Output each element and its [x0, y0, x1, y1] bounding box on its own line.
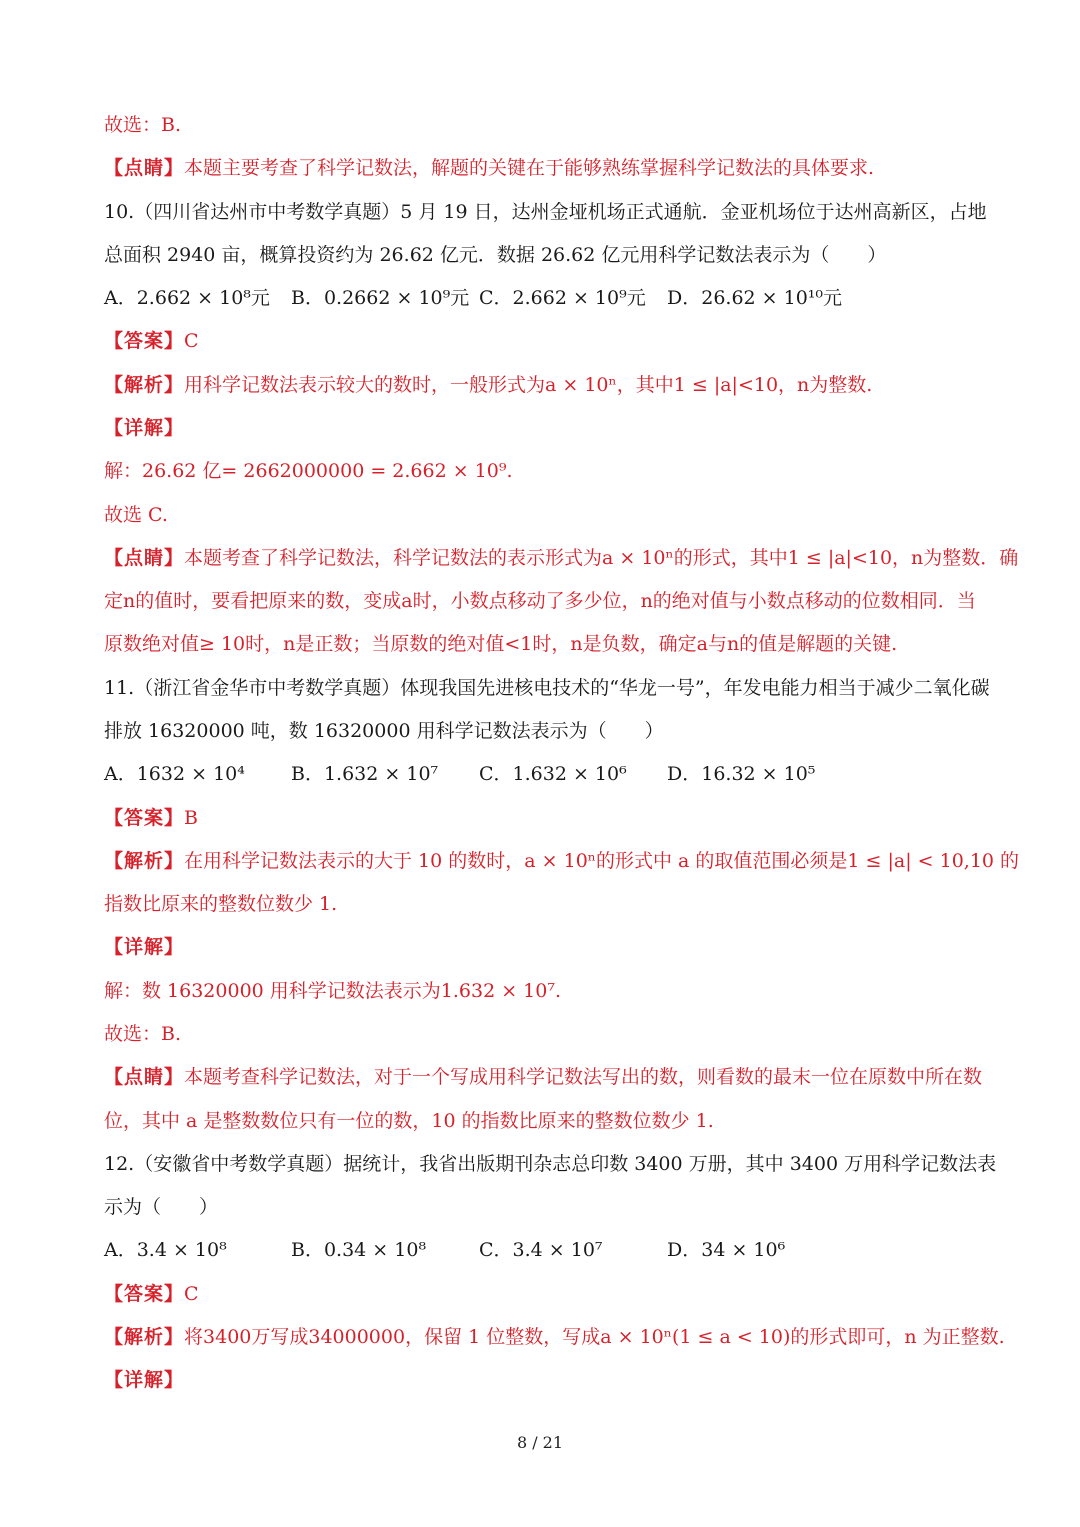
q12-option-c: C．3.4 × 10⁷: [479, 1239, 603, 1261]
line-text: 解：26.62 亿= 2662000000 = 2.662 × 10⁹.: [104, 460, 513, 482]
line-text: 原数绝对值≥ 10时，n是正数；当原数的绝对值<1时，n是负数，确定a与n的值是解题的关键.: [104, 633, 898, 655]
q10-option-a: A．2.662 × 10⁸元: [104, 287, 270, 309]
line-l10: [104, 502, 168, 528]
line-text: 故选 C.: [104, 504, 168, 526]
q11-option-d: D．16.32 × 10⁵: [667, 763, 816, 785]
line-l22: [104, 1021, 181, 1047]
section-tag: 【答案】: [104, 1283, 185, 1305]
line-l23: [104, 1064, 982, 1090]
section-tag: 【详解】: [104, 936, 185, 958]
line-text: 本题主要考查了科学记数法，解题的关键在于能够熟练掌握科学记数法的具体要求.: [184, 157, 875, 179]
line-l14: [104, 675, 990, 701]
section-tag: 【答案】: [104, 330, 185, 352]
q12-option-b: B．0.34 × 10⁸: [291, 1239, 427, 1261]
line-l20: [104, 934, 184, 960]
line-text: 指数比原来的整数位数少 1.: [104, 893, 338, 915]
line-text: 11.（浙江省金华市中考数学真题）体现我国先进核电技术的“华龙一号”，年发电能力相当于减少二氧化碳: [104, 677, 990, 699]
q10-option-b: B．0.2662 × 10⁹元: [291, 287, 470, 309]
line-l06: [104, 328, 199, 354]
line-l08: [104, 415, 184, 441]
q12-option-d: D．34 × 10⁶: [667, 1239, 786, 1261]
page-number: 8 / 21: [516, 1433, 564, 1452]
q10-option-d: D．26.62 × 10¹⁰元: [667, 287, 843, 309]
line-l19: [104, 891, 337, 917]
q10-option-c: C．2.662 × 10⁹元: [479, 287, 646, 309]
section-tag: 【答案】: [104, 807, 185, 829]
section-tag: 【点睛】: [104, 547, 185, 569]
line-l25: [104, 1151, 996, 1177]
line-l15: [104, 718, 664, 744]
line-l04: [104, 242, 886, 268]
line-text: 定n的值时，要看把原来的数，变成a时，小数点移动了多少位，n的绝对值与小数点移动的位数相同．当: [104, 590, 976, 612]
section-tag: 【点睛】: [104, 1066, 185, 1088]
line-text: C: [184, 330, 199, 352]
line-text: 示为（ ）: [104, 1196, 219, 1218]
line-text: 故选：B.: [104, 114, 182, 136]
line-text: C: [184, 1283, 199, 1305]
line-l28: [104, 1281, 199, 1307]
line-l21: [104, 978, 561, 1004]
line-text: 排放 16320000 吨，数 16320000 用科学记数法表示为（ ）: [104, 720, 664, 742]
line-l02: [104, 155, 874, 181]
line-text: 本题考查了科学记数法，科学记数法的表示形式为a × 10ⁿ的形式，其中1 ≤ |a|<10，n为整数．确: [184, 547, 1019, 569]
line-l13: [104, 631, 897, 657]
line-l26: [104, 1194, 218, 1220]
line-l29: [104, 1324, 1005, 1350]
line-l01: [104, 112, 181, 138]
line-l24: [104, 1108, 714, 1134]
line-l12: [104, 588, 976, 614]
section-tag: 【解析】: [104, 1326, 185, 1348]
line-text: 12.（安徽省中考数学真题）据统计，我省出版期刊杂志总印数 3400 万册，其中 3400 万用科学记数法表: [104, 1153, 997, 1175]
q12-option-a: A．3.4 × 10⁸: [104, 1239, 227, 1261]
section-tag: 【解析】: [104, 850, 185, 872]
section-tag: 【点睛】: [104, 157, 185, 179]
line-l09: [104, 458, 513, 484]
line-l30: [104, 1367, 184, 1393]
line-l11: [104, 545, 1018, 571]
q11-option-b: B．1.632 × 10⁷: [291, 763, 439, 785]
line-text: 本题考查科学记数法，对于一个写成用科学记数法写出的数，则看数的最末一位在原数中所在数: [184, 1066, 983, 1088]
line-text: 总面积 2940 亩，概算投资约为 26.62 亿元．数据 26.62 亿元用科学记数法表示为（ ）: [104, 244, 887, 266]
line-text: 在用科学记数法表示的大于 10 的数时，a × 10ⁿ的形式中 a 的取值范围必须是1 ≤ |a| < 10,10 的: [184, 850, 1020, 872]
q11-option-c: C．1.632 × 10⁶: [479, 763, 627, 785]
line-text: 故选：B.: [104, 1023, 182, 1045]
line-text: 位，其中 a 是整数数位只有一位的数，10 的指数比原来的整数位数少 1.: [104, 1110, 714, 1132]
line-l03: [104, 199, 987, 225]
line-l17: [104, 805, 198, 831]
line-text: B: [184, 807, 198, 829]
line-text: 将3400万写成34000000，保留 1 位整数，写成a × 10ⁿ(1 ≤ a < 10)的形式即可，n 为正整数.: [184, 1326, 1005, 1348]
q11-option-a: A．1632 × 10⁴: [104, 763, 245, 785]
line-text: 解：数 16320000 用科学记数法表示为1.632 × 10⁷.: [104, 980, 562, 1002]
line-l07: [104, 372, 872, 398]
line-text: 10.（四川省达州市中考数学真题）5 月 19 日，达州金垭机场正式通航．金亚机场位于达州高新区，占地: [104, 201, 987, 223]
line-l18: [104, 848, 1019, 874]
section-tag: 【解析】: [104, 374, 185, 396]
line-text: 用科学记数法表示较大的数时，一般形式为a × 10ⁿ，其中1 ≤ |a|<10，n为整数.: [184, 374, 873, 396]
section-tag: 【详解】: [104, 417, 185, 439]
section-tag: 【详解】: [104, 1369, 185, 1391]
